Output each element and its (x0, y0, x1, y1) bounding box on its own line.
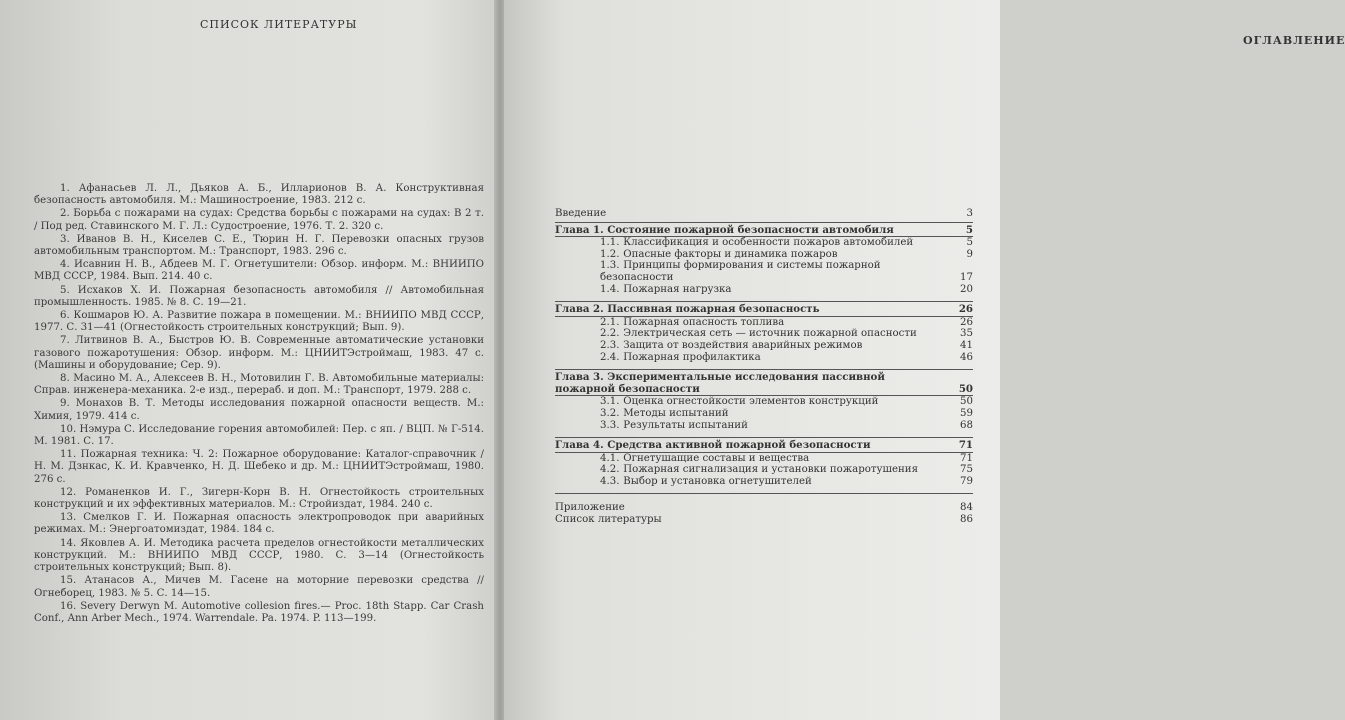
table-of-contents (555, 208, 973, 526)
toc-page: 84 (960, 502, 973, 514)
section-label: Выбор и установка огнетушителей (623, 475, 812, 487)
section-page: 68 (960, 419, 973, 431)
toc-section (555, 249, 973, 261)
section-number: 2.1. (600, 316, 620, 328)
toc-label: Введение (555, 208, 607, 219)
reference-item: 13. Смелков Г. И. Пожарная опасность электропроводок при аварийных режимах. М.: Энергоатомиздат, 1984. 184 с. (34, 512, 484, 536)
section-label: Методы испытаний (623, 407, 729, 419)
toc-label: Список литературы (555, 514, 662, 526)
chapter-label: Глава 1. Состояние пожарной безопасности автомобиля (555, 223, 894, 236)
reference-item: 11. Пожарная техника: Ч. 2: Пожарное оборудование: Каталог-справочник / Н. М. Дзнкас, К. И. Кравченко, Н. Д. Шебеко и др. М.: ЦНИИТЭстроймаш, 1980. 276 с. (34, 449, 484, 485)
reference-item: 3. Иванов В. Н., Киселев С. Е., Тюрин Н. Г. Перевозки опасных грузов автомобильным транспортом. М.: Транспорт, 1983. 296 с. (34, 233, 484, 258)
toc-sections (555, 317, 973, 363)
reference-item: 9. Монахов В. Т. Методы исследования пожарной опасности веществ. М.: Химия, 1979. 414 с. (34, 398, 484, 422)
toc-chapter (555, 437, 973, 452)
toc-section (555, 352, 973, 364)
toc-section (555, 340, 973, 352)
section-number: 2.2. (600, 328, 620, 340)
section-page: 20 (960, 283, 973, 295)
section-number: 4.2. (600, 464, 620, 476)
section-page: 75 (960, 464, 973, 476)
reference-item: 2. Борьба с пожарами на судах: Средства борьбы с пожарами на судах: В 2 т. / Под ред. Ставинского М. Г. Л.: Судостроение, 1976. Т. 2. 320 с. (34, 208, 484, 232)
section-label: Результаты испытаний (623, 419, 748, 431)
toc-section (555, 328, 973, 340)
reference-item: 4. Исавнин Н. В., Абдеев М. Г. Огнетушители: Обзор. информ. М.: ВНИИПО МВД СССР, 1984. Вып. 214. 40 с. (34, 259, 484, 283)
section-number: 4.3. (600, 475, 620, 487)
section-label: Оценка огнестойкости элементов конструкций (623, 396, 879, 408)
section-number: 2.3. (600, 339, 620, 351)
reference-item: 14. Яковлев А. И. Методика расчета пределов огнестойкости металлических конструкций. М.: ВНИИПО МВД СССР, 1980. С. 3—14 (Огнестойкость строительных конструкций; Вып. 8). (34, 537, 484, 574)
section-page: 46 (960, 351, 973, 363)
section-label: Классификация и особенности пожаров автомобилей (623, 237, 914, 249)
toc-chapter (555, 301, 973, 316)
section-label: Пожарная сигнализация и установки пожаротушения (623, 464, 919, 476)
reference-item: 7. Литвинов В. А., Быстров Ю. В. Современные автоматические установки газового пожаротушения: Обзор. информ. М.: ЦНИИТЭстроймаш, 1983. 47 с. (Машины и оборудование; Сер. 9). (34, 335, 484, 371)
chapter-page: 71 (958, 439, 973, 452)
section-page: 41 (960, 339, 973, 351)
section-number: 1.1. (600, 237, 620, 249)
chapter-page: 50 (958, 382, 973, 395)
section-label: Пожарная опасность топлива (623, 316, 785, 328)
toc-bibliography (555, 514, 973, 526)
toc-section (555, 453, 973, 465)
toc-section (555, 408, 973, 420)
section-number: 1.2. (600, 248, 620, 260)
section-page: 79 (960, 475, 973, 487)
reference-item: 15. Атанасов А., Мичев М. Гасене на моторние перевозки средства // Огнеборец, 1983. № 5. С. 14—15. (34, 575, 484, 599)
section-number: 1.3. (600, 260, 620, 272)
toc-section (555, 476, 973, 488)
section-page: 26 (960, 316, 973, 328)
toc-page: 86 (960, 514, 973, 526)
toc-section (555, 284, 973, 296)
toc-intro (555, 208, 973, 220)
toc-section (555, 396, 973, 408)
section-number: 2.4. (600, 351, 620, 363)
section-number: 3.1. (600, 396, 620, 408)
toc-appendix (555, 502, 973, 514)
section-label: Пожарная нагрузка (623, 283, 732, 295)
toc-section (555, 260, 973, 283)
section-page: 50 (960, 396, 973, 408)
section-label: Огнетушащие составы и вещества (623, 452, 810, 464)
toc-page: 3 (966, 208, 973, 219)
section-number: 3.2. (600, 407, 620, 419)
reference-item: 10. Нэмура С. Исследование горения автомобилей: Пер. с яп. / ВЦП. № Г-514. М. 1981. С. 17. (34, 423, 484, 448)
section-number: 3.3. (600, 419, 620, 431)
toc-chapter (555, 369, 973, 395)
chapter-label: Глава 3. Экспериментальные исследования пассивной пожарной безопасности (555, 371, 885, 395)
section-label: Электрическая сеть — источник пожарной опасности (623, 328, 917, 340)
left-page (0, 0, 496, 720)
section-page: 17 (960, 271, 973, 283)
toc-section (555, 464, 973, 476)
toc-sections (555, 396, 973, 431)
section-number: 1.4. (600, 283, 620, 295)
toc-chapter (555, 222, 973, 237)
toc-section (555, 317, 973, 329)
toc-label: Приложение (555, 502, 625, 514)
reference-item: 5. Исхаков Х. И. Пожарная безопасность автомобиля // Автомобильная промышленность. 1985. № 8. С. 19—21. (34, 284, 484, 308)
section-page: 35 (960, 328, 973, 340)
reference-item: 16. Severy Derwyn M. Automotive collesion fires.— Proc. 18th Stapp. Car Crash Conf., Ann Arber Mech., 1974. Warrendale. Pa. 1974. P. 113—199. (34, 600, 484, 624)
toc-title: ОГЛАВЛЕНИЕ (1243, 34, 1345, 47)
section-page: 71 (960, 452, 973, 464)
section-label: Пожарная профилактика (623, 351, 761, 363)
reference-list (34, 183, 484, 626)
reference-item: 6. Кошмаров Ю. А. Развитие пожара в помещении. М.: ВНИИПО МВД СССР, 1977. С. 31—41 (Огнестойкость строительных конструкций; Вып. 9). (34, 310, 484, 334)
bibliography-title: СПИСОК ЛИТЕРАТУРЫ (200, 18, 358, 31)
section-label: Опасные факторы и динамика пожаров (623, 248, 838, 260)
toc-sections (555, 453, 973, 488)
reference-item: 1. Афанасьев Л. Л., Дьяков А. Б., Илларионов В. А. Конструктивная безопасность автомобиля. М.: Машиностроение, 1983. 212 с. (34, 183, 484, 207)
toc-section (555, 420, 973, 432)
reference-item: 12. Романенков И. Г., Зигерн-Корн В. Н. Огнестойкость строительных конструкций и их эффективных материалов. М.: Стройиздат, 1984. 240 с. (34, 486, 484, 511)
section-page: 5 (966, 237, 973, 249)
section-page: 59 (960, 407, 973, 419)
chapter-page: 5 (965, 223, 973, 236)
reference-item: 8. Масино М. А., Алексеев В. Н., Мотовилин Г. В. Автомобильные материалы: Справ. инженера-механика. 2-е изд., перераб. и доп. М.: Транспорт, 1979. 288 с. (34, 373, 484, 397)
section-number: 4.1. (600, 452, 620, 464)
chapter-label: Глава 2. Пассивная пожарная безопасность (555, 303, 820, 316)
section-label: Защита от воздействия аварийных режимов (623, 339, 863, 351)
toc-section (555, 237, 973, 249)
chapter-label: Глава 4. Средства активной пожарной безопасности (555, 439, 871, 452)
chapter-page: 26 (958, 303, 973, 316)
section-page: 9 (966, 248, 973, 260)
toc-sections (555, 237, 973, 295)
section-label: Принципы формирования и системы пожарной безопасности (600, 260, 881, 283)
